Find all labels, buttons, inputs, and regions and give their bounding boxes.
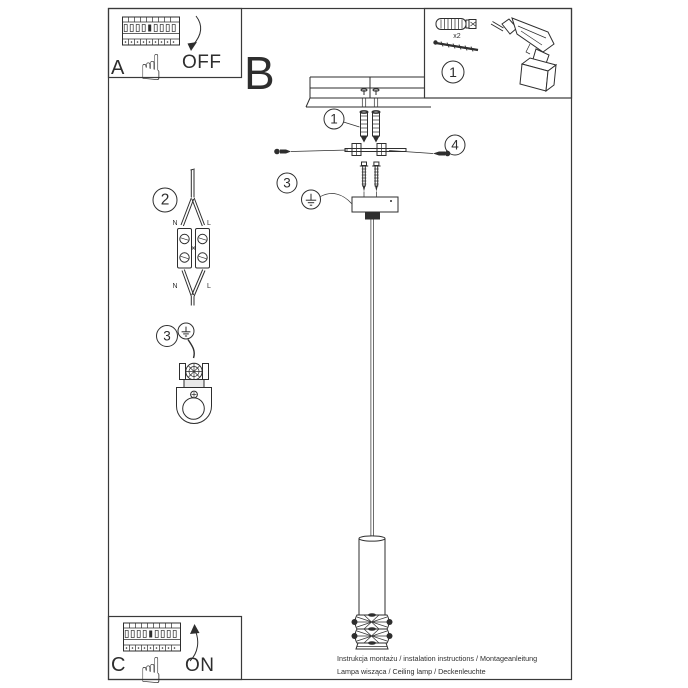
step-2-badge <box>153 188 177 212</box>
panel-a <box>109 9 242 90</box>
lamp-body <box>352 536 393 649</box>
earth-ground-icon <box>302 190 352 209</box>
on-label: ON <box>185 655 215 676</box>
wire-label-n-top: N <box>172 220 178 227</box>
cable-gland <box>365 212 380 220</box>
step-1-badge <box>324 109 360 129</box>
wall-plug-icon <box>360 111 380 143</box>
canopy <box>352 197 398 220</box>
step-4-badge <box>445 135 465 155</box>
svg-text:3: 3 <box>283 175 291 191</box>
svg-text:3: 3 <box>163 328 171 344</box>
side-screw-icon <box>274 149 450 157</box>
step-3-badge <box>157 326 178 347</box>
panel-c-label: C <box>111 654 126 676</box>
svg-text:1: 1 <box>449 64 457 80</box>
terminal-block <box>178 229 210 269</box>
lamp-cable <box>182 270 205 306</box>
breaker-panel-icon <box>124 623 181 651</box>
ground-detail-step <box>157 323 212 424</box>
svg-text:1: 1 <box>330 111 338 127</box>
lamp-ornament <box>352 613 393 649</box>
hand-icon: ☝ <box>140 48 162 89</box>
wire-label-l-bottom: L <box>207 283 211 290</box>
panel-c <box>109 617 242 688</box>
footer-line2: Lampa wisząca / Ceiling lamp / Deckenleuchte <box>337 667 486 676</box>
section-b-label: B <box>244 47 275 99</box>
supply-cable <box>181 169 205 226</box>
footer-text <box>337 654 537 676</box>
mounting-bracket <box>345 144 406 156</box>
tools-panel <box>425 9 572 99</box>
hand-icon: ☝ <box>140 651 162 688</box>
page-frame <box>109 9 572 680</box>
off-label: OFF <box>182 52 222 73</box>
wire-label-n-bottom: N <box>172 283 178 290</box>
footer-line1: Instrukcja montażu / instalation instructions / Montageanleitung <box>337 654 538 663</box>
mounting-diagram <box>274 109 465 649</box>
panel-a-label: A <box>111 57 125 79</box>
breaker-panel-icon <box>123 17 180 45</box>
canopy-screw-icon <box>360 162 381 197</box>
quantity-label: x2 <box>453 33 461 40</box>
svg-text:2: 2 <box>160 191 170 209</box>
ground-wire <box>188 340 194 359</box>
step-3-badge <box>277 173 297 193</box>
ground-terminal-detail <box>177 363 212 423</box>
ceiling-drawing <box>306 77 431 107</box>
wire-label-l-top: L <box>207 220 211 227</box>
pendant-cable <box>371 220 374 537</box>
arrow-down-icon <box>188 16 201 51</box>
earth-ground-icon <box>178 323 194 339</box>
svg-text:4: 4 <box>451 137 459 153</box>
wiring-step <box>153 169 211 306</box>
